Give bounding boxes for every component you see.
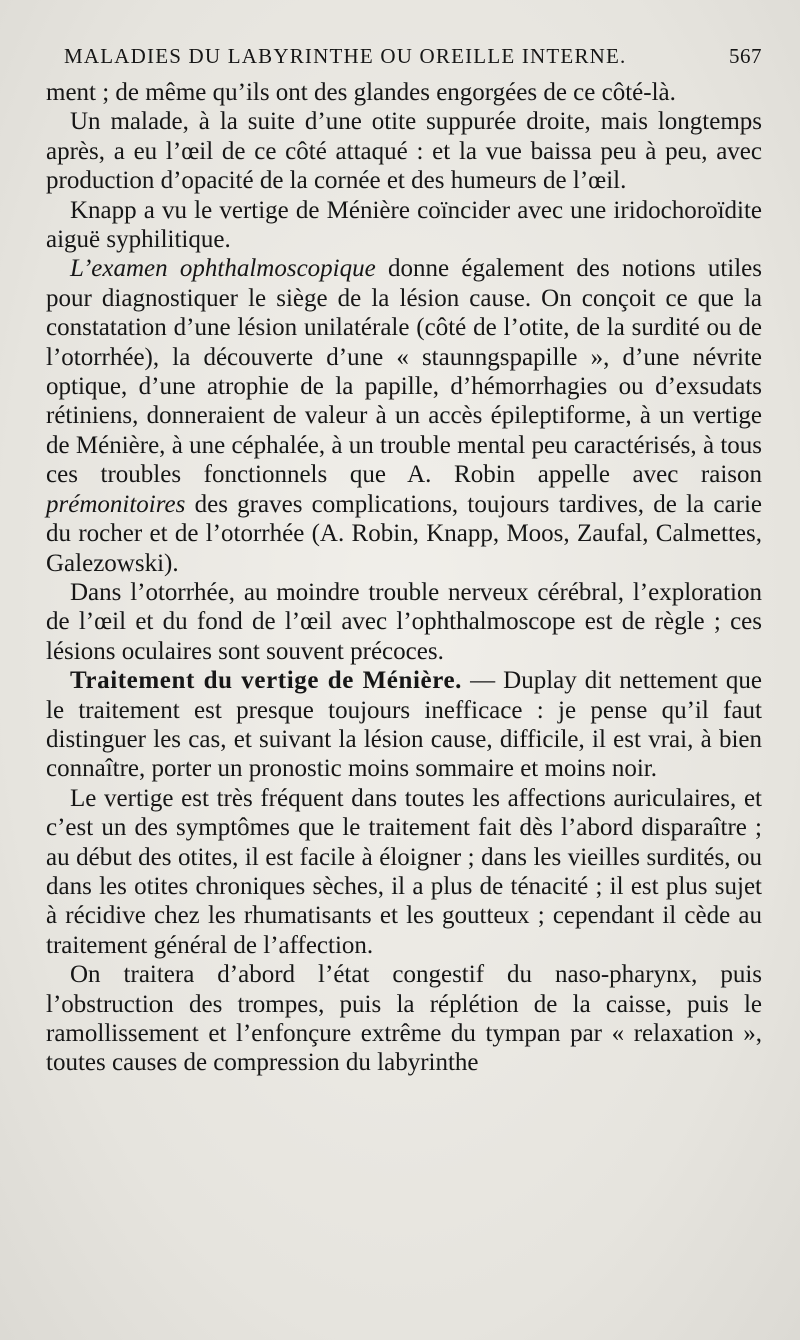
italic-lead: L’examen ophthalmoscopique [70,255,376,283]
paragraph-text: Un malade, à la suite d’une otite suppurée droite, mais longtemps après, a eu l’œil de ce côté attaqué : et la vue baissa peu à peu, avec production d’opacité de la cornée et des humeurs de l’œil. [46,108,762,195]
page-number: 567 [729,44,762,68]
paragraph-text: ment ; de même qu’ils ont des glandes engorgées de ce côté-là. [46,79,676,106]
paragraph-text: Knapp a vu le vertige de Ménière coïncider avec une iridochoroïdite aiguë syphilitique. [46,196,762,254]
running-head-title: MALADIES DU LABYRINTHE OU OREILLE INTERNE. [64,44,627,68]
paragraph-text: Dans l’otorrhée, au moindre trouble nerveux cérébral, l’exploration de l’œil et du fond de l’œil avec l’ophthalmoscope est de règle ; ces lésions oculaires sont souvent précoces. [46,578,762,665]
paragraph-5 [46,578,762,666]
paragraph-text: Le vertige est très fréquent dans toutes les affections auriculaires, et c’est un des symptômes que le traitement fait dès l’abord disparaître ; au début des otites, il est facile à éloigner ; dans les vieilles surdités, ou dans les otites chroniques sèches, il a plus de ténacité ; il est plus sujet à récidive chez les rhumatisants et les goutteux ; cependant il cède au traitement général de l’affection. [46,784,762,959]
paragraph-text: donne également des notions utiles pour diagnostiquer le siège de la lésion cause. On conçoit ce que la constatation d’une lésion unilatérale (côté de l’otite, de la surdité ou de l’otorrhée), la découverte d’une « staunngspapille », d’une névrite optique, d’une atrophie de la papille, d’hémorrhagies ou d’exsudats rétiniens, donneraient de valeur à un accès épileptiforme, à un vertige de Ménière, à une céphalée, à un trouble mental peu caractérisés, à tous ces troubles fonctionnels que A. Robin appelle avec raison [46,255,762,489]
paragraph-text: — Duplay dit nettement que le traitement est presque toujours inefficace : je pense qu’il faut distinguer les cas, et suivant la lésion cause, difficile, il est vrai, à bien connaître, porter un pronostic moins sommaire et moins noir. [46,667,762,783]
paragraph-text: On traitera d’abord l’état congestif du naso-pharynx, puis l’obstruction des trompes, puis la réplétion de la caisse, puis le ramollissement et l’enfonçure extrême du tympan par « relaxation », toutes causes de compression du labyrinthe [46,961,762,1077]
paragraph-4 [46,254,762,577]
section-heading: Traitement du vertige de Ménière. [70,667,462,695]
running-head [64,34,762,78]
body-text [46,78,762,1078]
paragraph-6 [46,666,762,784]
italic-term: prémonitoires [46,490,186,518]
paragraph-7 [46,784,762,960]
paragraph-text-continued: des graves complications, toujours tardives, de la carie du rocher et de l’otorrhée (A. Robin, Knapp, Moos, Zaufal, Calmettes, Galezowski). [46,490,762,577]
paragraph-8 [46,960,762,1078]
paragraph-2 [46,107,762,195]
paragraph-3 [46,196,762,255]
paragraph-1 [46,78,762,107]
